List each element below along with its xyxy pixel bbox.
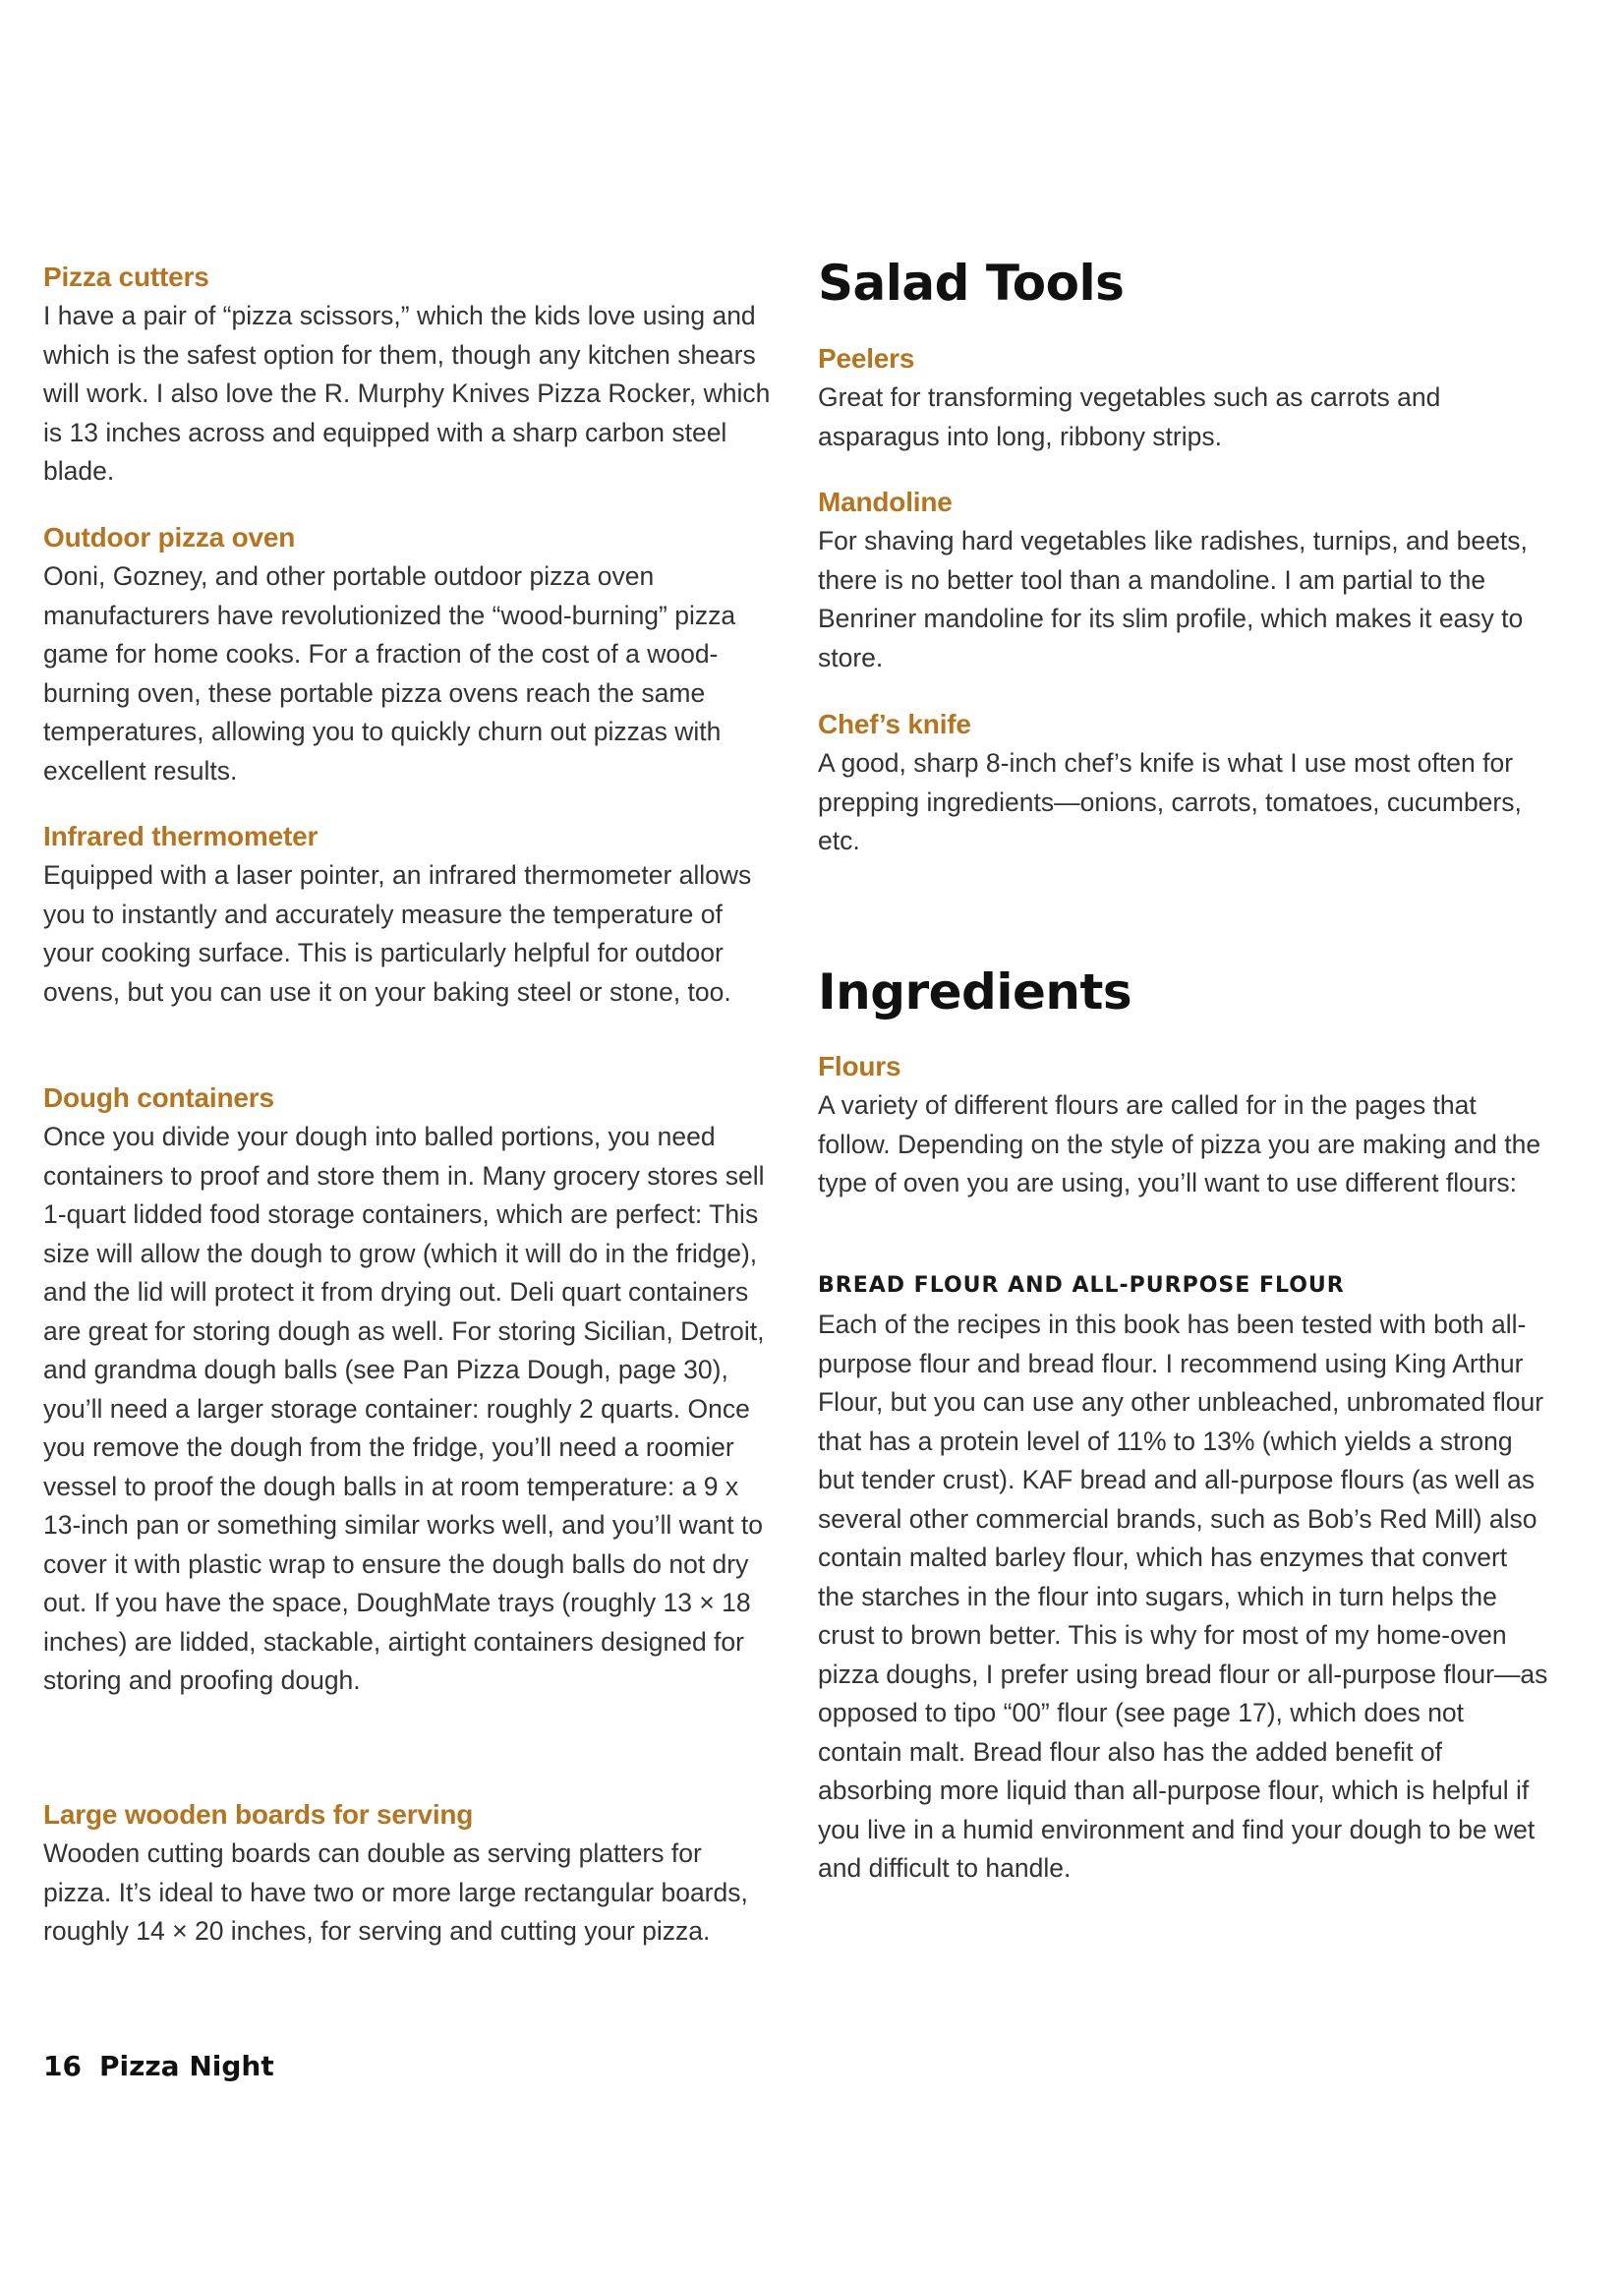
entry-pizza-cutters [43,258,776,492]
entry-title: Infrared thermometer [43,821,319,851]
entry-outdoor-pizza-oven [43,518,776,790]
page-number: 16 [43,2050,82,2082]
entry-body: Equipped with a laser pointer, an infrared thermometer allows you to instantly and accurately measure the temperature of your cooking surface. This is particularly helpful for outdoor ovens, but you can use it on your baking steel or stone, too. [43,860,752,1007]
entry-dough-containers [43,1079,776,1701]
entry-mandoline [818,483,1550,677]
entry-body: Great for transforming vegetables such as carrots and asparagus into long, ribbony strips. [818,382,1441,451]
entry-title: Pizza cutters [43,262,209,292]
entry-body: Once you divide your dough into balled portions, you need containers to proof and store them in. Many grocery stores sell 1-quart lidded food storage containers, which are perfect: This size will allow the dough to grow (which it will do in the fridge), and the lid will protect it from drying out. Deli quart containers are great for storing dough as well. For storing Sicilian, Detroit, and grandma dough balls (see Pan Pizza Dough, page 30), you’ll need a larger storage container: roughly 2 quarts. Once you remove the dough from the fridge, you’ll need a roomier vessel to proof the dough balls in at room temperature: a 9 x 13-inch pan or something similar works well, and you’ll want to cover it with plastic wrap to ensure the dough balls do not dry out. If you have the space, DoughMate trays (roughly 13 × 18 inches) are lidded, stackable, airtight containers designed for storing and proofing dough. [43,1122,765,1695]
entry-body: Wooden cutting boards can double as serving platters for pizza. It’s ideal to have two or more large rectangular boards, roughly 14 × 20 inches, for serving and cutting your pizza. [43,1838,748,1946]
entry-body: For shaving hard vegetables like radishes, turnips, and beets, there is no better tool than a mandoline. I am partial to the Benriner mandoline for its slim profile, which makes it easy to store. [818,526,1528,672]
ingredients-heading: Ingredients [818,963,1132,1020]
entry-bread-flour [818,1266,1550,1889]
entry-title: Mandoline [818,487,953,517]
entry-flours [818,1047,1550,1203]
bread-flour-subhead: BREAD FLOUR AND ALL-PURPOSE FLOUR [818,1273,1345,1298]
entry-body: Each of the recipes in this book has been tested with both all-purpose flour and bread flour. I recommend using King Arthur Flour, but you can use any other unbleached, unbromated flour that has a protein level of 11% to 13% (which yields a strong but tender crust). KAF bread and all-purpose flours (as well as several other commercial brands, such as Bob’s Red Mill) also contain malted barley flour, which has enzymes that convert the starches in the flour into sugars, which in turn helps the crust to brown better. This is why for most of my home-oven pizza doughs, I prefer using bread flour or all-purpose flour—as opposed to tipo “00” flour (see page 17), which does not contain malt. Bread flour also has the added benefit of absorbing more liquid than all-purpose flour, which is helpful if you live in a humid environment and find your dough to be wet and difficult to handle. [818,1310,1548,1883]
entry-body: A good, sharp 8-inch chef’s knife is what I use most often for prepping ingredients—onions, carrots, tomatoes, cucumbers, etc. [818,748,1522,855]
entry-chefs-knife [818,705,1550,861]
entry-body: I have a pair of “pizza scissors,” which the kids love using and which is the safest option for them, though any kitchen shears will work. I also love the R. Murphy Knives Pizza Rocker, which is 13 inches across and equipped with a sharp carbon steel blade. [43,301,771,486]
salad-tools-heading: Salad Tools [818,255,1125,312]
page-footer [43,2047,274,2086]
entry-title: Dough containers [43,1082,274,1113]
entry-title: Flours [818,1051,901,1081]
entry-wooden-boards [43,1795,776,1952]
entry-peelers [818,339,1550,456]
entry-title: Large wooden boards for serving [43,1799,474,1830]
entry-infrared-thermometer [43,817,776,1012]
entry-title: Chef’s knife [818,709,971,739]
book-title: Pizza Night [98,2050,274,2082]
entry-body: Ooni, Gozney, and other portable outdoor pizza oven manufacturers have revolutionized the “wood-burning” pizza game for home cooks. For a fraction of the cost of a wood-burning oven, these portable pizza ovens reach the same temperatures, allowing you to quickly churn out pizzas with excellent results. [43,561,736,786]
entry-title: Peelers [818,343,915,374]
entry-body: A variety of different flours are called for in the pages that follow. Depending on the style of pizza you are making and the type of oven you are using, you’ll want to use different flours: [818,1090,1541,1197]
entry-title: Outdoor pizza oven [43,522,296,553]
